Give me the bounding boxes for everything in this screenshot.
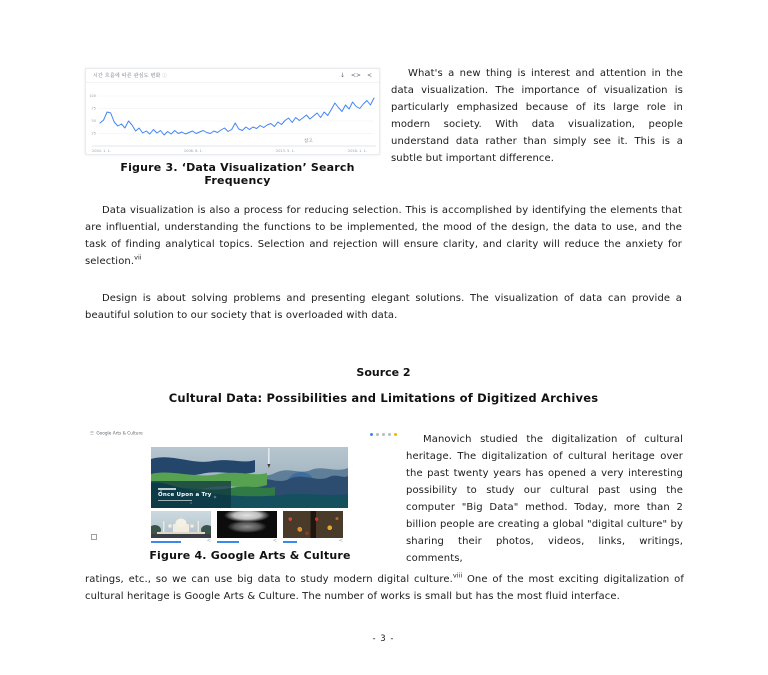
thumbnail-portrait — [217, 511, 277, 538]
link-text-bar — [217, 541, 239, 543]
svg-text:50: 50 — [91, 119, 96, 124]
endnote-vii: vii — [134, 253, 142, 262]
hero-subtitle-bar — [158, 500, 192, 501]
paragraph-manovich-continuation — [85, 571, 684, 605]
share-icon: < — [338, 538, 343, 544]
thumbnail-link-3 — [283, 540, 343, 544]
source2-title: Cultural Data: Possibilities and Limitations of Digitized Archives — [168, 391, 599, 405]
share-icon: < — [366, 72, 372, 79]
browser-toolbar — [85, 430, 401, 440]
hero-title: Once Upon a Try — [158, 491, 212, 498]
thumbnail-link-2 — [217, 540, 277, 544]
trends-header — [86, 69, 379, 83]
page-margin-icon — [91, 534, 97, 540]
hero-text-block — [158, 488, 212, 501]
figure3-caption — [90, 161, 385, 187]
svg-text:100: 100 — [89, 94, 96, 99]
continuation-text-post: One of the most exciting digitalization of cultural heritage is Google Arts & Culture. The number of works is small but has the most fluid interface. — [85, 574, 684, 602]
svg-text:2018. 1. 1.: 2018. 1. 1. — [348, 149, 367, 153]
figure4-arts-culture-screenshot — [85, 430, 401, 544]
thumbnail-link-1 — [151, 540, 211, 544]
figure4-caption: Figure 4. Google Arts & Culture — [149, 549, 351, 562]
taj-mahal-image — [151, 511, 211, 538]
figure3-caption-line2: Frequency — [204, 174, 271, 187]
browser-extension-icons — [370, 433, 397, 436]
share-icon: < — [272, 538, 277, 544]
svg-text:2013. 5. 1.: 2013. 5. 1. — [276, 149, 295, 153]
gray-extension-icon — [376, 433, 379, 436]
link-text-bar — [151, 541, 181, 543]
page-number: - 3 - — [372, 634, 395, 644]
paragraph-reducing-selection-text: Data visualization is also a process for reducing selection. This is accomplished by identifying the elements that are influential, understanding the functions to be implemented, the mood of the design, the data to use, and the task of finding analytical topics. Selection and rejection will ensure clarity, and clarity will reduce the anxiety for selection. — [85, 205, 682, 267]
continuation-text-pre: ratings, etc., so we can use big data to study modern digital culture. — [85, 574, 453, 585]
link-text-bar — [283, 541, 297, 543]
paragraph-design-solutions: Design is about solving problems and presenting elegant solutions. The visualization of data can provide a beautiful solution to our society that is overloaded with data. — [85, 293, 682, 321]
site-title-text: Google Arts & Culture — [96, 431, 143, 437]
embed-icon: <> — [350, 72, 361, 79]
gray-extension-icon — [382, 433, 385, 436]
gray-extension-icon — [388, 433, 391, 436]
figure3-caption-line1: Figure 3. ‘Data Visualization’ Search — [120, 161, 355, 174]
figure3-trends-screenshot — [85, 68, 380, 155]
svg-text:2008. 6. 1.: 2008. 6. 1. — [184, 149, 203, 153]
source2-heading: Source 2 — [356, 366, 411, 379]
svg-text:참고: 참고 — [304, 139, 313, 144]
trends-actions — [340, 69, 372, 82]
svg-text:25: 25 — [91, 131, 96, 136]
hero-banner — [151, 447, 348, 508]
svg-text:75: 75 — [91, 106, 96, 111]
svg-text:2004. 1. 1.: 2004. 1. 1. — [92, 149, 111, 153]
paragraph-manovich: Manovich studied the digitalization of cultural heritage. The digitalization of cultural heritage over the past twenty years has opened a very interesting possibility to study our cultural past using the computer "Big Data" method. Today, more than 2 billion people are creating a global "digital culture" by sharing their photos, videos, links, writings, comments, — [406, 434, 683, 564]
endnote-viii: viii — [452, 571, 463, 580]
menu-icon: ☰ — [90, 431, 94, 437]
thumbnail-taj-mahal — [151, 511, 211, 538]
trends-line-chart — [86, 83, 379, 155]
hero-kicker-bar — [158, 488, 176, 490]
paragraph-interest-attention: What's a new thing is interest and attention in the data visualization. The importance of visualization is particularly emphasized because of its large role in modern society. With data visualization, people understand data rather than simply see it. This is a subtle but important difference. — [391, 68, 683, 164]
share-icon: < — [206, 538, 211, 544]
trends-chart-title: 시간 흐름에 따른 관심도 변화 — [93, 73, 161, 79]
download-icon: ↓ — [339, 72, 345, 79]
blue-extension-icon — [370, 433, 373, 436]
info-icon: ⓘ — [162, 73, 168, 79]
thumbnail-autumn-leaves — [283, 511, 343, 538]
site-title — [90, 431, 143, 436]
orange-extension-icon — [394, 433, 397, 436]
paragraph-reducing-selection — [85, 202, 682, 270]
